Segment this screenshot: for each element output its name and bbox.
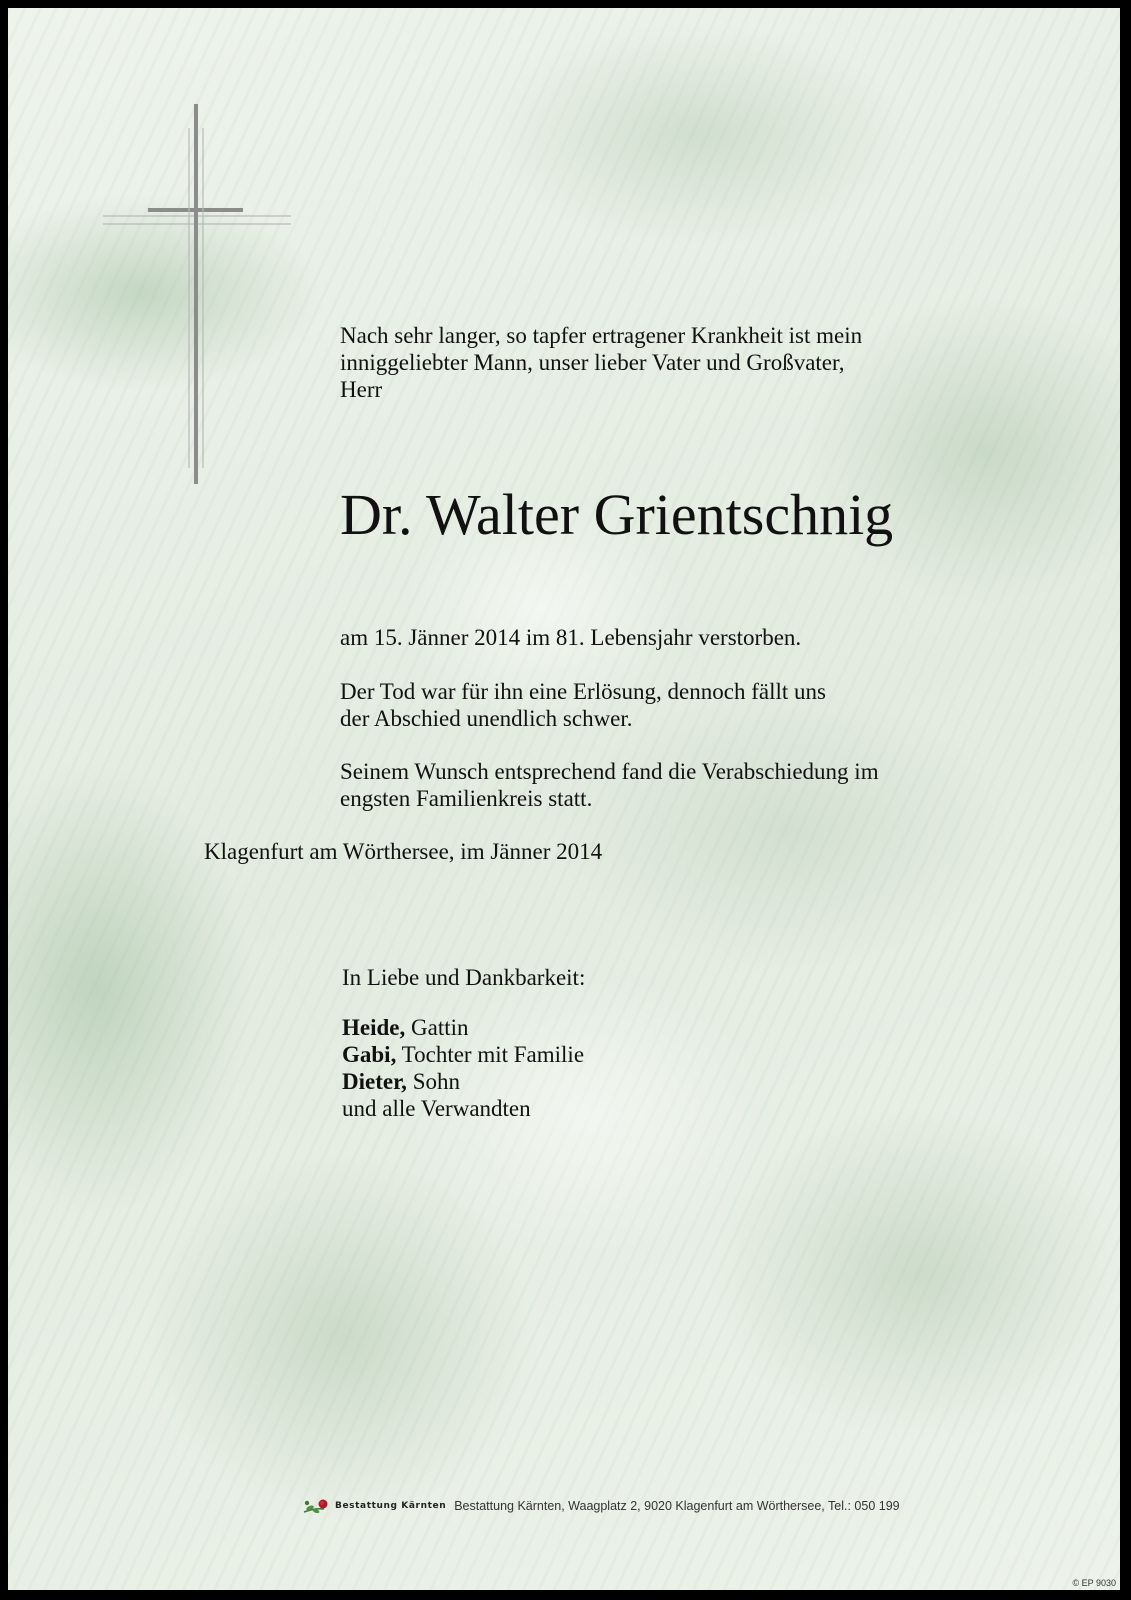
relatives-line: und alle Verwandten xyxy=(342,1096,531,1121)
mourner-item xyxy=(342,1041,842,1068)
wish-line: Seinem Wunsch entsprechend fand die Verabschiedung im xyxy=(340,759,879,784)
relief-text xyxy=(340,678,980,732)
intro-line: Herr xyxy=(340,377,383,402)
intro-line: inniggeliebter Mann, unser lieber Vater und Großvater, xyxy=(340,350,845,375)
wish-text xyxy=(340,758,980,812)
footer xyxy=(302,1495,900,1517)
love-line: In Liebe und Dankbarkeit: xyxy=(342,965,586,990)
logo-text: Bestattung Kärnten xyxy=(335,1501,447,1511)
relief-line: der Abschied unendlich schwer. xyxy=(340,706,633,731)
mourners-list xyxy=(342,1014,842,1122)
mourner-name: Gabi, xyxy=(342,1042,397,1067)
intro-text xyxy=(340,322,980,403)
mourner-relation: Sohn xyxy=(412,1069,460,1094)
company-logo xyxy=(302,1496,446,1516)
print-code: © EP 9030 xyxy=(1072,1578,1116,1588)
mourner-relation: Tochter mit Familie xyxy=(401,1042,585,1067)
relief-line: Der Tod war für ihn eine Erlösung, dennoch fällt uns xyxy=(340,679,826,704)
mourner-relation: Gattin xyxy=(411,1015,469,1040)
cross-icon xyxy=(8,8,308,498)
place-date: Klagenfurt am Wörthersee, im Jänner 2014 xyxy=(204,839,603,864)
mourner-name: Heide, xyxy=(342,1015,406,1040)
mourner-item xyxy=(342,1014,842,1041)
footer-address: Bestattung Kärnten, Waagplatz 2, 9020 Klagenfurt am Wörthersee, Tel.: 050 199 xyxy=(454,1499,900,1513)
death-line: am 15. Jänner 2014 im 81. Lebensjahr verstorben. xyxy=(340,625,802,650)
deceased-name: Dr. Walter Grientschnig xyxy=(340,482,894,547)
mourner-item xyxy=(342,1068,842,1095)
rose-icon xyxy=(302,1496,332,1516)
obituary-sheet xyxy=(8,8,1120,1590)
intro-line: Nach sehr langer, so tapfer ertragener Krankheit ist mein xyxy=(340,323,863,348)
mourner-name: Dieter, xyxy=(342,1069,407,1094)
wish-line: engsten Familienkreis statt. xyxy=(340,786,593,811)
